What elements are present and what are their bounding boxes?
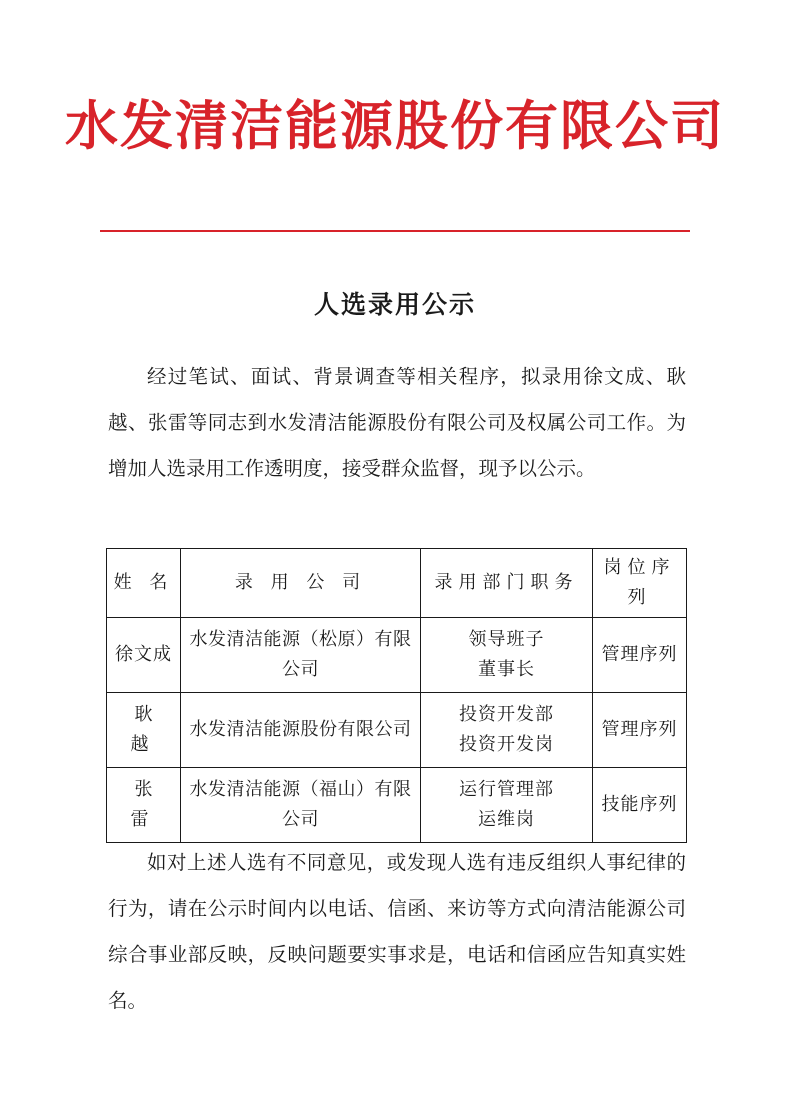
cell-department: 运行管理部 运维岗: [421, 768, 593, 843]
cell-name: 张 雷: [107, 768, 181, 843]
column-header-department: 录用部门职务: [421, 549, 593, 618]
table-row: [107, 768, 687, 843]
cell-department: 领导班子 董事长: [421, 618, 593, 693]
table-row: [107, 618, 687, 693]
record-table: [106, 548, 687, 843]
record-table-container: [106, 548, 686, 843]
table-row: [107, 693, 687, 768]
cell-sequence: 管理序列: [593, 693, 687, 768]
column-header-name: 姓 名: [107, 549, 181, 618]
intro-paragraph: 经过笔试、面试、背景调查等相关程序，拟录用徐文成、耿越、张雷等同志到水发清洁能源股份有限公司及权属公司工作。为增加人选录用工作透明度，接受群众监督，现予以公示。: [108, 365, 686, 480]
intro-paragraph-container: [108, 354, 686, 492]
closing-paragraph-container: [108, 840, 686, 1024]
cell-department: 投资开发部 投资开发岗: [421, 693, 593, 768]
letterhead-divider: [100, 230, 690, 232]
cell-company: 水发清洁能源股份有限公司: [181, 693, 421, 768]
page-title: 人选录用公示: [313, 290, 476, 319]
cell-name: 耿 越: [107, 693, 181, 768]
column-header-company: 录 用 公 司: [181, 549, 421, 618]
column-header-sequence: 岗位序列: [593, 549, 687, 618]
closing-paragraph: 如对上述人选有不同意见，或发现人选有违反组织人事纪律的行为，请在公示时间内以电话、信函、来访等方式向清洁能源公司综合事业部反映，反映问题要实事求是，电话和信函应告知真实姓名。: [108, 851, 686, 1012]
table-header-row: [107, 549, 687, 618]
cell-sequence: 技能序列: [593, 768, 687, 843]
cell-name: 徐文成: [107, 618, 181, 693]
cell-sequence: 管理序列: [593, 618, 687, 693]
letterhead: [0, 96, 790, 157]
company-name: 水发清洁能源股份有限公司: [65, 95, 725, 157]
cell-company: 水发清洁能源（福山）有限公司: [181, 768, 421, 843]
cell-company: 水发清洁能源（松原）有限公司: [181, 618, 421, 693]
